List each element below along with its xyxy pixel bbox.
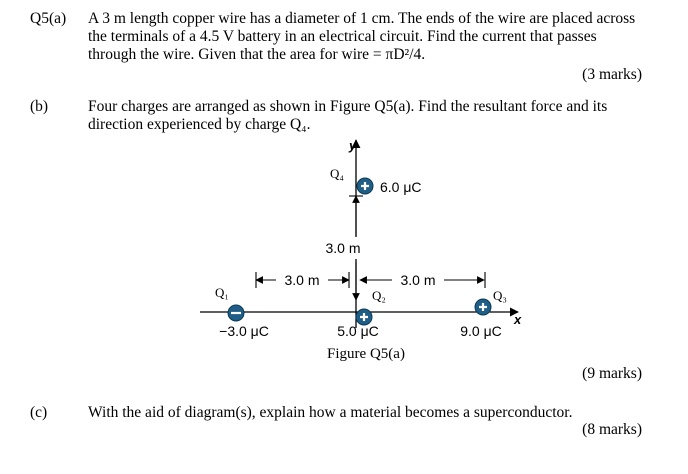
charge-q3 bbox=[475, 299, 491, 315]
question-a-line-1: A 3 m length copper wire has a diameter of 1 cm. The ends of the wire are placed across bbox=[88, 10, 636, 27]
question-a-line-3: through the wire. Given that the area for wire = πD²/4. bbox=[88, 46, 426, 63]
question-b-label: (b) bbox=[30, 98, 49, 115]
question-c-line-1: With the aid of diagram(s), explain how a material becomes a superconductor. bbox=[88, 404, 573, 421]
question-a-marks: (3 marks) bbox=[582, 66, 642, 83]
question-a-line-2: the terminals of a 4.5 V battery in an electrical circuit. Find the current that passes bbox=[88, 28, 597, 45]
y-axis-label: y bbox=[349, 138, 357, 153]
figure-caption: Figure Q5(a) bbox=[327, 346, 405, 362]
dim-left-label: 3.0 m bbox=[284, 272, 320, 288]
charge-q4-value: 6.0 μC bbox=[380, 179, 422, 195]
charge-q2-label: Q₂ bbox=[372, 288, 386, 303]
charge-q2-value: 5.0 μC bbox=[337, 323, 379, 339]
charge-q4-label: Q₄ bbox=[330, 166, 344, 181]
question-c-marks: (8 marks) bbox=[582, 421, 642, 438]
question-b-line-1: Four charges are arranged as shown in Figure Q5(a). Find the resultant force and its bbox=[88, 98, 608, 115]
charge-q1-value: −3.0 μC bbox=[219, 323, 269, 339]
charge-q1 bbox=[228, 305, 244, 321]
question-b-marks: (9 marks) bbox=[582, 365, 642, 382]
charge-q3-label: Q₃ bbox=[493, 288, 507, 303]
charge-q4 bbox=[357, 178, 373, 194]
x-axis-label: x bbox=[514, 312, 522, 327]
question-c-label: (c) bbox=[30, 404, 48, 421]
charge-q3-value: 9.0 μC bbox=[460, 323, 502, 339]
question-a-label: Q5(a) bbox=[30, 10, 67, 27]
dim-vertical-label: 3.0 m bbox=[325, 240, 361, 256]
charge-q1-label: Q₁ bbox=[215, 285, 229, 300]
dim-right-label: 3.0 m bbox=[400, 272, 436, 288]
question-b-line-2: direction experienced by charge Q₄. bbox=[88, 116, 311, 133]
